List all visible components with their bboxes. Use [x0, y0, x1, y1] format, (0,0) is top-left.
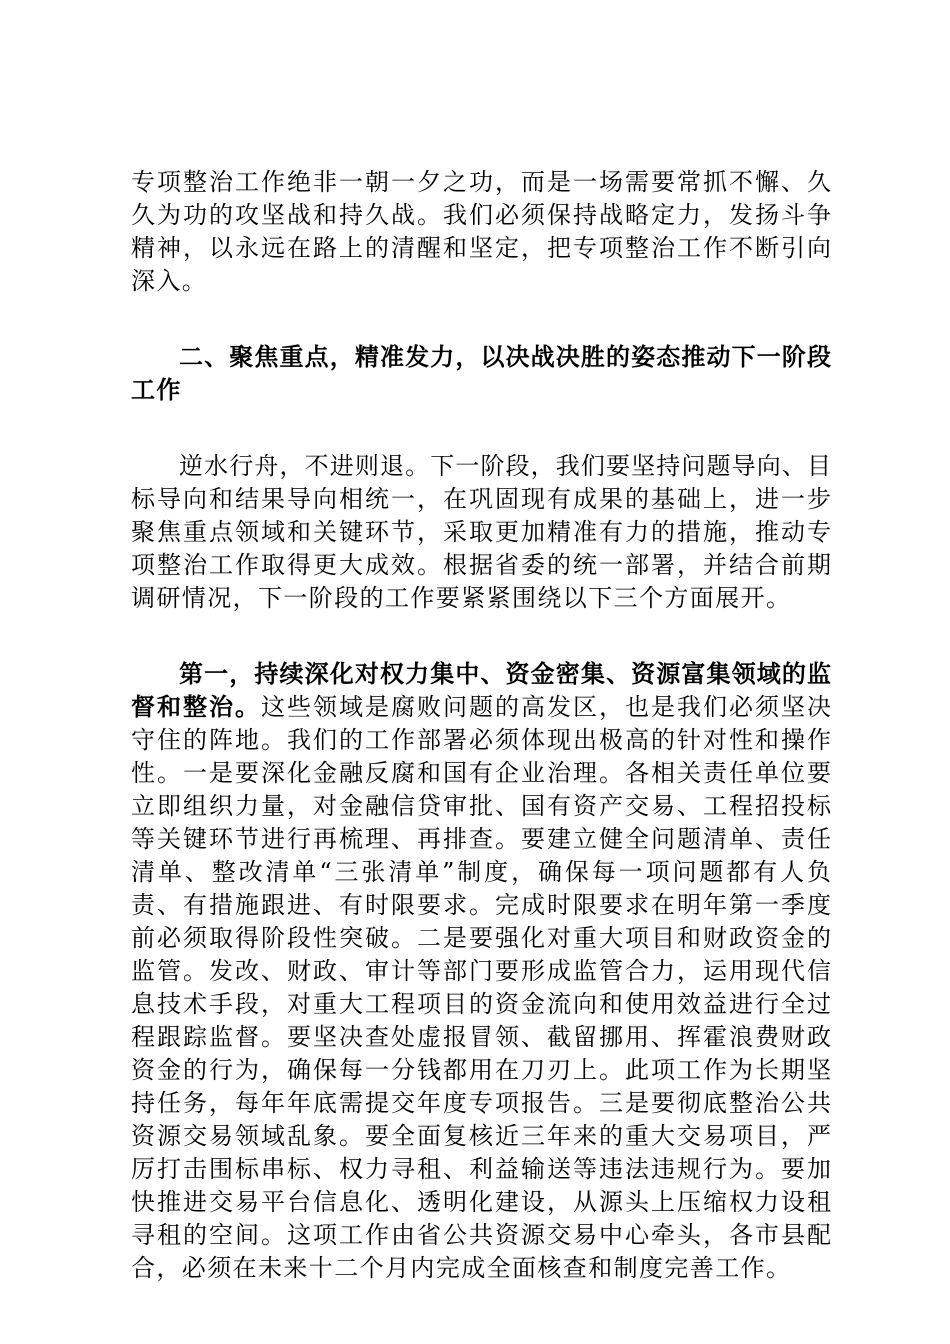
- text-line: 厉打击围标串标、权力寻租、利益输送等违法违规行为。要加: [131, 1155, 831, 1183]
- text-line: 久为功的攻坚战和持久战。我们必须保持战略定力，发扬斗争: [131, 201, 831, 229]
- text-line: 资金的行为，确保每一分钱都用在刀刃上。此项工作为长期坚: [131, 1056, 831, 1084]
- text-line: 专项整治工作绝非一朝一夕之功，而是一场需要常抓不懈、久: [131, 168, 831, 196]
- text-line: 立即组织力量，对金融信贷审批、国有资产交易、工程招投标: [131, 792, 831, 820]
- text-line: 清单、整改清单“三张清单”制度，确保每一项问题都有人负: [131, 858, 831, 886]
- document-page: [131, 166, 831, 1285]
- paragraph-continuation: [131, 166, 831, 298]
- text-line: 聚焦重点领域和关键环节，采取更加精准有力的措施，推动专: [131, 518, 831, 546]
- text-line: 息技术手段，对重大工程项目的资金流向和使用效益进行全过: [131, 990, 831, 1018]
- section-heading: [131, 341, 831, 407]
- text-line: [131, 691, 831, 724]
- text-line: 标导向和结果导向相统一，在巩固现有成果的基础上，进一步: [131, 485, 831, 513]
- text-line: 监管。发改、财政、审计等部门要形成监管合力，运用现代信: [131, 957, 831, 985]
- text-line: 资源交易领域乱象。要全面复核近三年来的重大交易项目，严: [131, 1122, 831, 1150]
- text-line: 责、有措施跟进、有时限要求。完成时限要求在明年第一季度: [131, 891, 831, 919]
- text-line: 精神，以永远在路上的清醒和坚定，把专项整治工作不断引向: [131, 234, 831, 262]
- heading-line: 二、聚焦重点，精准发力，以决战决胜的姿态推动下一阶段: [179, 343, 831, 371]
- text-line: 前必须取得阶段性突破。二是要强化对重大项目和财政资金的: [131, 924, 831, 952]
- point-heading-tail: 督和整治。: [131, 693, 261, 721]
- paragraph-next-stage: [131, 450, 831, 615]
- text-run: 这些领域是腐败问题的高发区，也是我们必须坚决: [261, 693, 831, 721]
- text-line: 逆水行舟，不进则退。下一阶段，我们要坚持问题导向、目: [179, 452, 831, 480]
- text-line: 等关键环节进行再梳理、再排查。要建立健全问题清单、责任: [131, 825, 831, 853]
- text-line: 性。一是要深化金融反腐和国有企业治理。各相关责任单位要: [131, 759, 831, 787]
- paragraph-first-point: [131, 658, 831, 1285]
- text-line: 守住的阵地。我们的工作部署必须体现出极高的针对性和操作: [131, 726, 831, 754]
- text-line: 深入。: [131, 267, 208, 295]
- text-line: 快推进交易平台信息化、透明化建设，从源头上压缩权力设租: [131, 1188, 831, 1216]
- heading-line: 工作: [131, 376, 182, 404]
- text-line: 项整治工作取得更大成效。根据省委的统一部署，并结合前期: [131, 551, 831, 579]
- text-line: 程跟踪监督。要坚决查处虚报冒领、截留挪用、挥霍浪费财政: [131, 1023, 831, 1051]
- text-line: 持任务，每年年底需提交年度专项报告。三是要彻底整治公共: [131, 1089, 831, 1117]
- text-line: 寻租的空间。这项工作由省公共资源交易中心牵头，各市县配: [131, 1221, 831, 1249]
- text-line: 调研情况，下一阶段的工作要紧紧围绕以下三个方面展开。: [131, 584, 792, 612]
- point-heading-line: 第一，持续深化对权力集中、资金密集、资源富集领域的监: [179, 660, 831, 688]
- text-line: 合，必须在未来十二个月内完成全面核查和制度完善工作。: [131, 1254, 792, 1282]
